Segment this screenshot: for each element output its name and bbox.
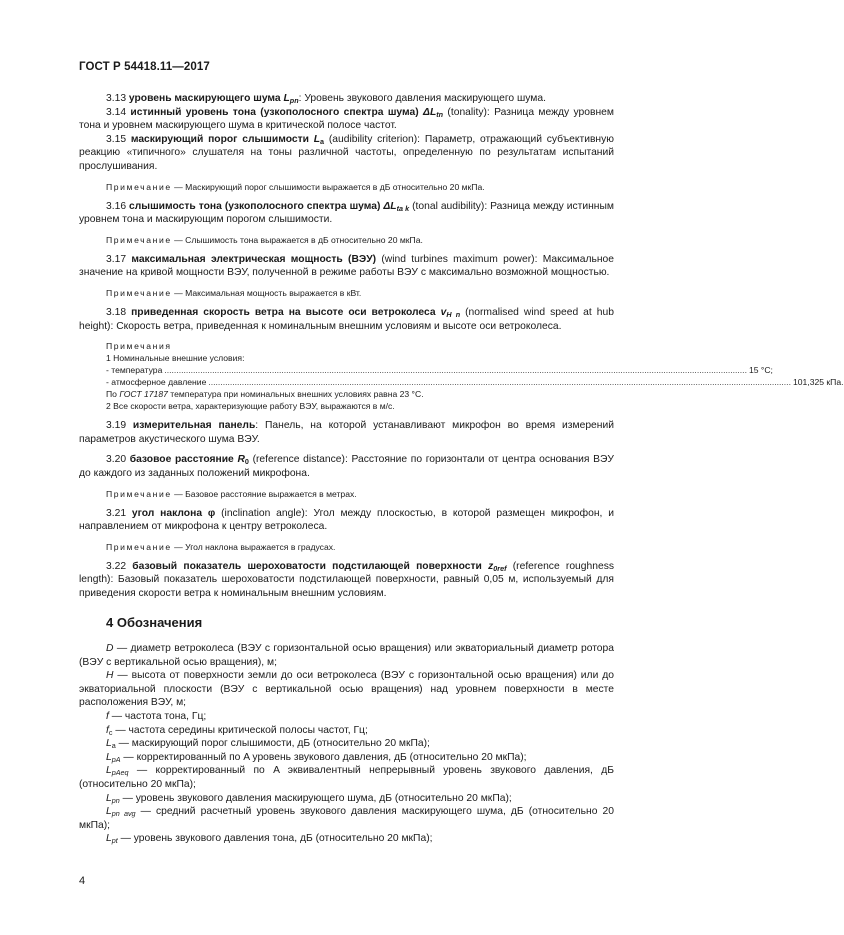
note-3-15: Примечание — Маскирующий порог слышимости выражается в дБ относительно 20 мкПа. (106, 181, 485, 192)
note-3-21: Примечание — Угол наклона выражается в градусах. (106, 541, 336, 552)
notes-line-2: 2 Все скорости ветра, характеризующие работу ВЭУ, выражаются в м/с. (106, 401, 395, 412)
symbol-f: f — частота тона, Гц; (106, 711, 207, 723)
term-3-21: 3.21 угол наклона φ (inclination angle): Угол между плоскостью, в которой размещен микрофон, и направлением от микрофона к центру ветроколеса. (79, 507, 614, 533)
term-3-19: 3.19 измерительная панель: Панель, на которой устанавливают микрофон во время измерений параметров акустического шума ВЭУ. (79, 420, 614, 445)
notes-label: Примечания (106, 341, 172, 352)
page-number: 4 (79, 875, 86, 887)
standard-header: ГОСТ Р 54418.11—2017 (79, 61, 210, 73)
note-3-16: Примечание — Слышимость тона выражается в дБ относительно 20 мкПа. (106, 234, 423, 245)
symbol-H: H — высота от поверхности земли до оси ветроколеса (ВЭУ с горизонтальной осью вращения) или до экваториальной плоскости (ВЭУ с вертикальной осью вращения) над уровнем поверхности в месте расположения ВЭУ, м; (79, 670, 614, 709)
term-3-13: 3.13 уровень маскирующего шума $L_{pn}$: Уровень звукового давления маскирующего шума. (106, 93, 546, 105)
temperature-row: - температура .................................................................................................................................................................................................................................................... 15 °C; (106, 365, 773, 376)
term-3-18: 3.18 приведенная скорость ветра на высоте оси ветроколеса $v_{H n}$ (normalised wind speed at hub height): Скорость ветра, приведенная к номинальным внешним условиям и высоте оси ветроколеса. (79, 306, 614, 332)
note-3-20: Примечание — Базовое расстояние выражается в метрах. (106, 488, 357, 499)
term-3-15: 3.15 маскирующий порог слышимости $L_a$ (audibility criterion): Параметр, отражающий субъективную реакцию «типичного» слушателя на тоны различной частоты, определенную по результатам испытаний прослушивания. (79, 133, 614, 172)
term-3-16: 3.16 слышимость тона (узкополосного спектра шума) $\Delta L_{ta k}$ (tonal audibility): Разница между истинным уровнем тона и маскирующим порогом слышимости. (79, 200, 614, 226)
symbol-LpA: $L_{pA}$ — корректированный по A уровень звукового давления, дБ (относительно 20 мкПа); (106, 751, 527, 764)
notes-line-1: 1 Номинальные внешние условия: (106, 353, 245, 364)
symbol-Lpt: $L_{pt}$ — уровень звукового давления тона, дБ (относительно 20 мкПа); (106, 833, 433, 846)
symbol-fc: $f_c$ — частота середины критической полосы частот, Гц; (106, 724, 368, 737)
symbol-D: D — диаметр ветроколеса (ВЭУ с горизонтальной осью вращения) или экваториальный диаметр ротора (ВЭУ с вертикальной осью вращения), м; (79, 643, 614, 668)
note-3-17: Примечание — Максимальная мощность выражается в кВт. (106, 287, 362, 298)
symbol-La: $L_a$ — маскирующий порог слышимости, дБ (относительно 20 мкПа); (106, 738, 430, 751)
gost-note: По ГОСТ 17187 температура при номинальных внешних условиях равна 23 °C. (106, 389, 424, 400)
symbol-LpAeq: $L_{pAeq}$ — корректированный по A эквивалентный непрерывный уровень звукового давления, дБ (относительно 20 мкПа); (79, 765, 614, 790)
section-heading: 4 Обозначения (106, 615, 203, 631)
term-3-20: 3.20 базовое расстояние $R_0$ (reference distance): Расстояние по горизонтали от центра основания ВЭУ до каждого из заданных положений микрофона. (79, 454, 614, 479)
notes-3-18 (79, 340, 844, 412)
page-content (79, 92, 844, 846)
term-3-17: 3.17 максимальная электрическая мощность (ВЭУ) (wind turbines maximum power): Максимальное значение на кривой мощности ВЭУ, полученной в режиме работы ВЭУ с максимально возможной мощностью. (79, 253, 614, 279)
symbols-list (79, 642, 614, 846)
symbol-Lpn-avg: $L_{pn avg}$ — средний расчетный уровень звукового давления маскирующего шума, дБ (относительно 20 мкПа); (79, 806, 614, 831)
pressure-row: - атмосферное давление .................................................................................................................................................................................................................................................... 101,325 кПа. (106, 377, 844, 388)
term-3-22: 3.22 базовый показатель шероховатости подстилающей поверхности $z_{0ref}$ (reference roughness length): Базовый показатель шероховатости подстилающей поверхности, равный 0,05 м, используемый для приведения скорости ветра к номинальным внешним условиям. (79, 560, 614, 599)
symbol-Lpn: $L_{pn}$ — уровень звукового давления маскирующего шума, дБ (относительно 20 мкПа); (106, 792, 512, 805)
term-3-14: 3.14 истинный уровень тона (узкополосного спектра шума) $\Delta L_{tn}$ (tonality): Разница между уровнем тона и уровнем маскирующего шума в критической полосе частот. (79, 106, 614, 132)
